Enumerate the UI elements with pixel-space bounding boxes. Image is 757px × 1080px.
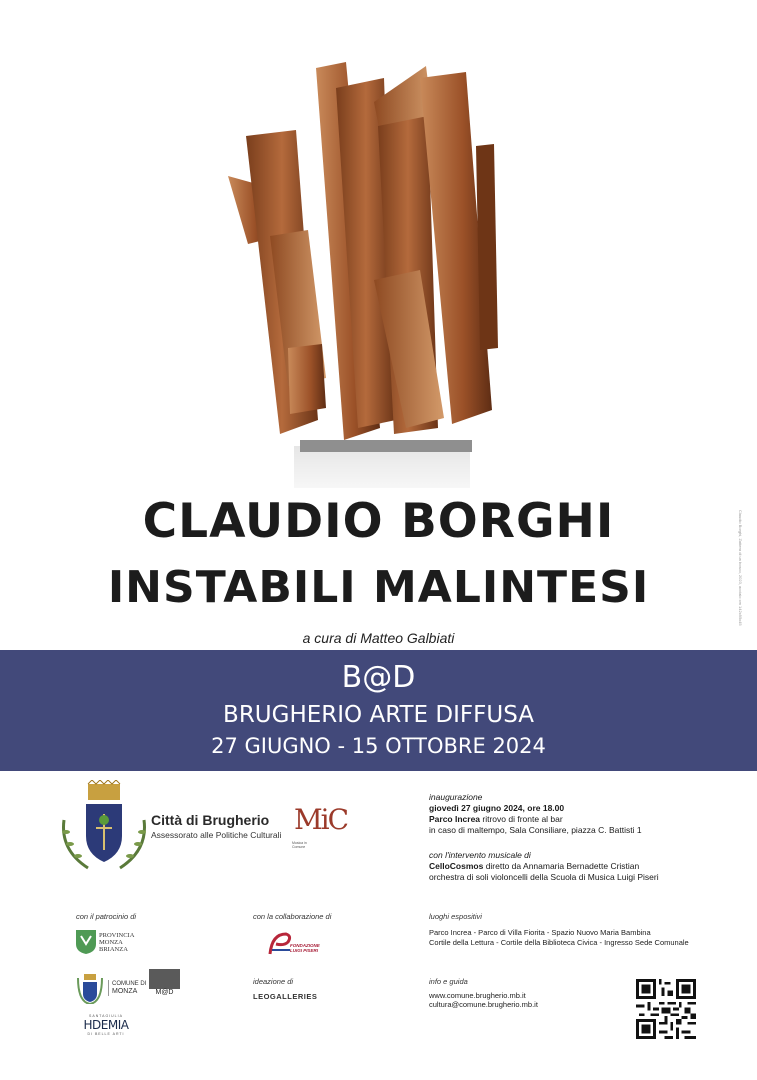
fondazione-line1: FONDAZIONE [290, 943, 320, 948]
hdemia-line3: DI BELLE ARTI [87, 1032, 125, 1036]
band-event-name: BRUGHERIO ARTE DIFFUSA [223, 702, 534, 728]
mic-subtitle: Musica in Comune [292, 841, 307, 849]
place-detail: ritrovo di fronte al bar [480, 814, 563, 824]
provincia-shield-icon [76, 930, 96, 954]
mad-logo [149, 969, 180, 1000]
provincia-line2: MONZA [99, 939, 123, 946]
leogalleries-logo: LEOGALLERIES [253, 992, 318, 1001]
inauguration-date: giovedì 27 giugno 2024, ore 18.00 [429, 803, 565, 813]
band-logo-text: B@D [341, 660, 416, 695]
website-link[interactable]: www.comune.brugherio.mb.it [429, 991, 526, 1000]
exhibition-title: INSTABILI MALINTESI [107, 562, 650, 613]
inauguration-label: inaugurazione [429, 792, 483, 802]
fondazione-line2: LUIGI PISERI [290, 948, 319, 953]
fondazione-logo [268, 930, 338, 960]
mic-logo [290, 801, 348, 859]
qr-code-icon[interactable] [636, 979, 696, 1039]
city-department: Assessorato alle Politiche Culturali [151, 830, 282, 840]
sculpture-image [176, 48, 612, 488]
venues-line2: Cortile della Lettura - Cortile della Biblioteca Civica - Ingresso Sede Comunale [429, 938, 689, 947]
hdemia-line2: HDEMIA [83, 1018, 129, 1032]
music-label: con l'intervento musicale di [429, 850, 531, 860]
contact-label: info e guida [429, 977, 468, 986]
city-name: Città di Brugherio [151, 812, 270, 828]
event-band [0, 650, 757, 771]
patronage-label: con il patrocinio di [76, 912, 137, 921]
provincia-line3: BRIANZA [99, 946, 128, 953]
inauguration-place [429, 814, 563, 825]
monza-crest-icon [76, 972, 104, 1004]
hdemia-logo [76, 1014, 136, 1036]
artwork-caption: Claudio Borghi, Zattera di un bosco, 2023, acciaio cm 142x95x45 [738, 510, 743, 626]
venues-line1: Parco Increa - Parco di Villa Fiorita - Spazio Nuovo Maria Bambina [429, 928, 651, 937]
ideazione-label: ideazione di [253, 977, 294, 986]
ensemble-director: diretto da Annamaria Bernadette Cristian [483, 861, 640, 871]
collaboration-label: con la collaborazione di [253, 912, 332, 921]
bad-weather-note: in caso di maltempo, Sala Consiliare, piazza C. Battisti 1 [429, 825, 642, 835]
curator-line: a cura di Matteo Galbiati [302, 630, 455, 646]
music-performer [429, 861, 639, 872]
monza-line1: COMUNE DI [112, 981, 147, 987]
artist-name: CLAUDIO BORGHI [142, 494, 615, 549]
monza-line2: MONZA [112, 988, 138, 995]
ensemble-name: CelloCosmos [429, 861, 484, 871]
venues-label: luoghi espositivi [429, 912, 482, 921]
orchestra-note: orchestra di soli violoncelli della Scuola di Musica Luigi Piseri [429, 872, 659, 882]
city-crest-icon [58, 780, 150, 874]
place-name: Parco Increa [429, 814, 481, 824]
band-dates: 27 GIUGNO - 15 OTTOBRE 2024 [211, 734, 546, 758]
mad-text: M@D [155, 989, 174, 996]
mic-letters: MiC [294, 803, 348, 836]
email-link[interactable]: cultura@comune.brugherio.mb.it [429, 1000, 538, 1009]
provincia-line1: PROVINCIA [99, 932, 135, 939]
hdemia-line1: SANTAGIULIA [89, 1014, 123, 1018]
